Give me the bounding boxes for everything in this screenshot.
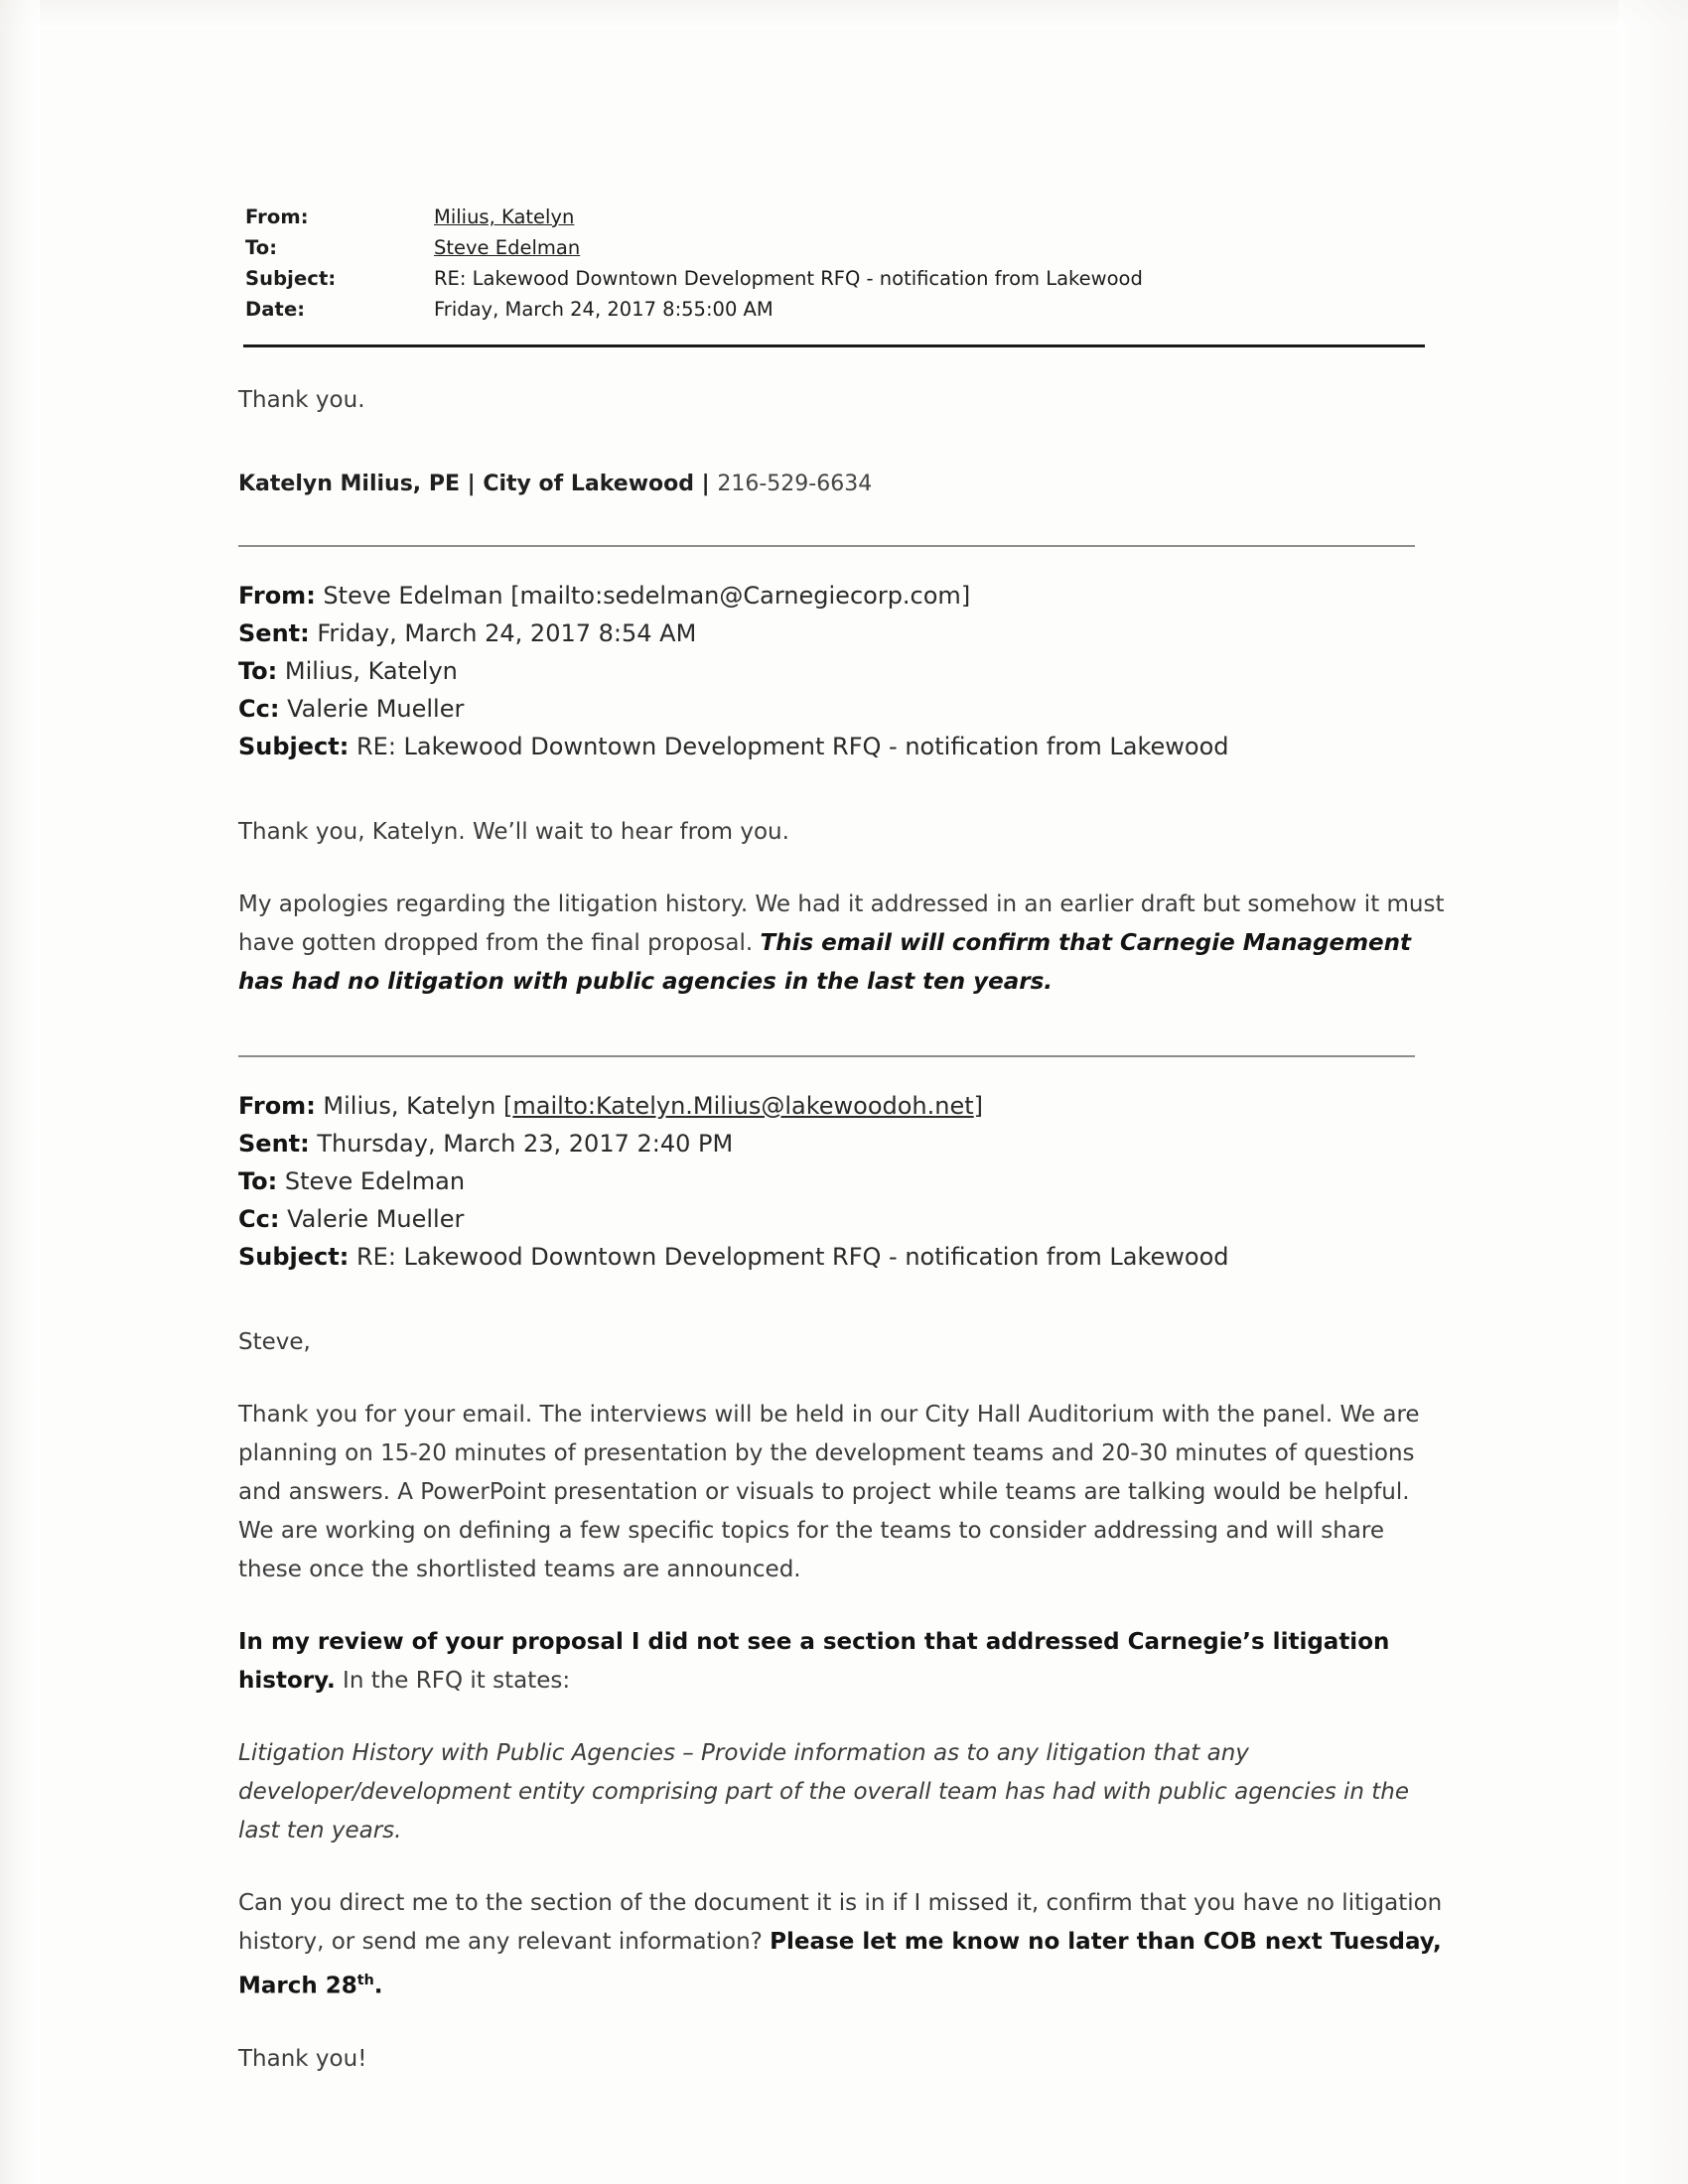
quoted-1-from-value: Steve Edelman [mailto:sedelman@Carnegiecorp.com] xyxy=(315,582,971,610)
email-header-value-to[interactable]: Steve Edelman xyxy=(434,236,581,259)
quoted-2-paragraph-3 xyxy=(238,1884,1445,2006)
quoted-2-sent-value: Thursday, March 23, 2017 2:40 PM xyxy=(309,1130,734,1158)
email-header-label-date: Date: xyxy=(245,298,306,321)
quoted-2-cc-label: Cc: xyxy=(238,1205,280,1233)
quoted-2-to-value: Steve Edelman xyxy=(277,1167,466,1195)
quoted-2-divider-rule xyxy=(238,1055,1415,1057)
quoted-2-subject-line xyxy=(238,1238,1445,1276)
quoted-1-to-value: Milius, Katelyn xyxy=(277,657,458,685)
quoted-2-rfq-quote: Litigation History with Public Agencies – Provide information as to any litigation that any developer/development entity comprising part of the overall team has had with public agencies in the last ten years. xyxy=(238,1740,1410,1843)
quoted-1-subject-line xyxy=(238,728,1445,765)
email-header-value-subject: RE: Lakewood Downtown Development RFQ - notification from Lakewood xyxy=(434,267,1143,290)
signature-name: Katelyn Milius, PE | City of Lakewood | xyxy=(238,472,718,496)
quoted-2-paragraph-3-plain: Can you direct me to the section of the document it is in if I missed it, confirm that you have no litigation history, or send me any relevant information? xyxy=(238,1890,1443,1955)
spacer-after-quoted-1-header xyxy=(238,765,1445,791)
quoted-1-sent-value: Friday, March 24, 2017 8:54 AM xyxy=(309,619,697,647)
quoted-1-header xyxy=(238,577,1445,765)
quoted-1-to-label: To: xyxy=(238,657,278,685)
quoted-2-cc-line xyxy=(238,1200,1445,1238)
email-header-row-from xyxy=(245,204,1143,234)
quoted-1-to-line xyxy=(238,652,1445,690)
signature-phone: 216-529-6634 xyxy=(717,472,873,496)
quoted-2-paragraph-3-period: . xyxy=(373,1973,383,1999)
quoted-1-cc-label: Cc: xyxy=(238,695,280,723)
email-header-label-to: To: xyxy=(245,236,278,259)
email-header-label-from: From: xyxy=(245,205,309,228)
quoted-2-from-value-plain: Milius, Katelyn [ xyxy=(315,1092,513,1120)
quoted-1-paragraph-1: Thank you, Katelyn. We’ll wait to hear from you. xyxy=(238,819,789,845)
quoted-2-sent-line xyxy=(238,1125,1445,1162)
email-header-label-subject: Subject: xyxy=(245,267,337,290)
scan-edge-top xyxy=(0,0,1688,30)
quoted-1-paragraph-2-emphasis: This email will confirm that Carnegie Management has had no litigation with public agencies in the last ten years. xyxy=(238,930,1412,995)
quoted-1-divider-rule xyxy=(238,545,1415,547)
quoted-2-from-label: From: xyxy=(238,1092,316,1120)
document-content xyxy=(238,204,1445,2113)
quoted-2-subject-value: RE: Lakewood Downtown Development RFQ - notification from Lakewood xyxy=(349,1243,1229,1271)
scan-edge-left xyxy=(0,0,40,2184)
quoted-2-subject-label: Subject: xyxy=(238,1243,350,1271)
quoted-1-paragraph-2-plain: My apologies regarding the litigation history. We had it addressed in an earlier draft but somehow it must have gotten dropped from the final proposal. xyxy=(238,891,1445,956)
quoted-2-paragraph-2 xyxy=(238,1623,1445,1701)
quoted-1-paragraph-2 xyxy=(238,886,1445,1002)
quoted-2-cc-value: Valerie Mueller xyxy=(279,1205,465,1233)
quoted-2-header xyxy=(238,1087,1445,1276)
quoted-1-from-label: From: xyxy=(238,582,316,610)
quoted-1-subject-label: Subject: xyxy=(238,733,350,760)
email-signature xyxy=(238,468,1445,501)
quoted-1-cc-line xyxy=(238,690,1445,728)
quoted-1-subject-value: RE: Lakewood Downtown Development RFQ - notification from Lakewood xyxy=(349,733,1229,760)
header-divider-rule xyxy=(243,344,1425,347)
quoted-2-to-label: To: xyxy=(238,1167,278,1195)
quoted-2-sent-label: Sent: xyxy=(238,1130,310,1158)
quoted-2-to-line xyxy=(238,1162,1445,1200)
email-header-row-to xyxy=(245,234,1143,265)
quoted-2-paragraph-3-deadline: Please let me know no later than COB next Tuesday, March 28 xyxy=(238,1929,1442,1999)
email-header-value-from[interactable]: Milius, Katelyn xyxy=(434,205,575,228)
email-header-row-date xyxy=(245,296,1143,327)
quoted-2-from-mailto-link[interactable]: mailto:Katelyn.Milius@lakewoodoh.net xyxy=(512,1092,974,1120)
email-header-table xyxy=(245,204,1143,327)
quoted-2-paragraph-1: Thank you for your email. The interviews will be held in our City Hall Auditorium with the panel. We are planning on 15-20 minutes of presentation by the development teams and 20-30 minutes of questions and answers. A PowerPoint presentation or visuals to project while teams are talking would be helpful. We are working on defining a few specific topics for the teams to consider addressing and will share these once the shortlisted teams are announced. xyxy=(238,1402,1420,1582)
email-header-row-subject xyxy=(245,265,1143,296)
spacer-after-quoted-2-header xyxy=(238,1276,1445,1301)
quoted-1-from-line xyxy=(238,577,1445,614)
quoted-2-paragraph-2-bold: In my review of your proposal I did not see a section that addressed Carnegie’s litigation history. xyxy=(238,1629,1390,1694)
email-header-value-date: Friday, March 24, 2017 8:55:00 AM xyxy=(434,298,774,321)
top-message-body xyxy=(238,381,1445,501)
quoted-2-paragraph-3-ordinal-suffix: th xyxy=(356,1973,374,1988)
quoted-2-closing: Thank you! xyxy=(238,2045,367,2072)
quoted-2-from-line xyxy=(238,1087,1445,1125)
quoted-1-sent-label: Sent: xyxy=(238,619,310,647)
quoted-2-paragraph-2-plain: In the RFQ it states: xyxy=(335,1668,571,1694)
quoted-2-salutation: Steve, xyxy=(238,1329,311,1355)
quoted-1-cc-value: Valerie Mueller xyxy=(279,695,465,723)
quoted-2-from-value-close: ] xyxy=(973,1092,984,1120)
top-message-greeting: Thank you. xyxy=(238,387,365,413)
scan-edge-right xyxy=(1618,0,1688,2184)
quoted-1-sent-line xyxy=(238,614,1445,652)
